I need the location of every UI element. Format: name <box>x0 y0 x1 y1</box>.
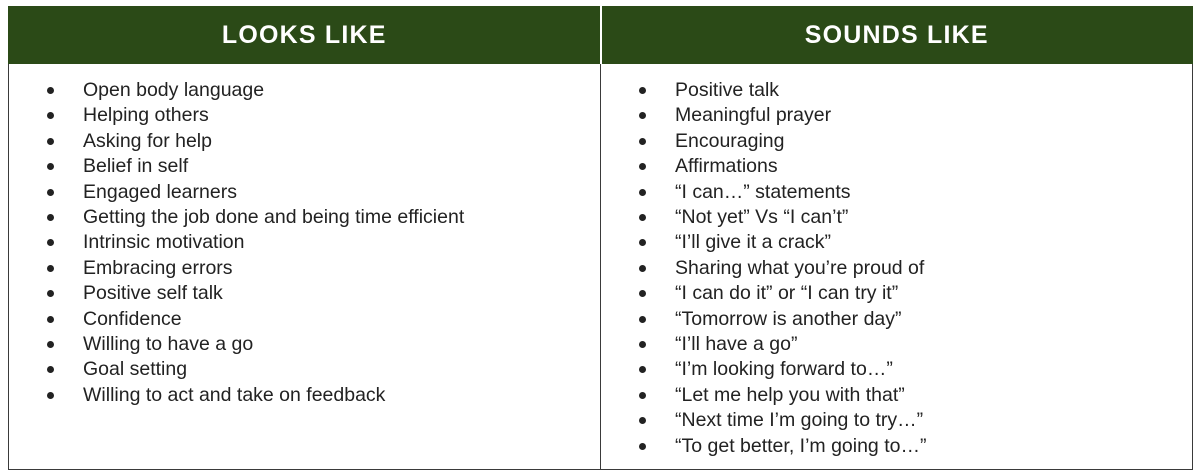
bullet-icon <box>47 112 54 119</box>
column-header-looks-like <box>9 7 601 64</box>
list-item-label: Engaged learners <box>83 180 237 203</box>
list-item-label: “To get better, I’m going to…” <box>675 434 927 457</box>
bullet-icon <box>639 417 646 424</box>
list-item <box>639 78 1182 103</box>
list-item <box>47 332 590 357</box>
list-item <box>639 383 1182 408</box>
bullet-icon <box>47 163 54 170</box>
bullet-icon <box>47 239 54 246</box>
list-item <box>47 205 590 230</box>
bullet-icon <box>47 189 54 196</box>
list-item-label: Willing to have a go <box>83 333 254 356</box>
list-item-label: “I’ll have a go” <box>675 333 798 356</box>
column-header-looks-like-text: LOOKS LIKE <box>221 21 387 49</box>
list-item <box>639 180 1182 205</box>
list-item <box>639 434 1182 459</box>
list-item <box>639 103 1182 128</box>
bullet-icon <box>639 341 646 348</box>
list-item-label: Intrinsic motivation <box>83 231 245 254</box>
column-header-sounds-like-text: SOUNDS LIKE <box>804 21 989 49</box>
bullet-icon <box>639 392 646 399</box>
list-item <box>47 180 590 205</box>
list-item-label: Belief in self <box>83 155 189 178</box>
bullet-icon <box>639 112 646 119</box>
bullet-icon <box>639 443 646 450</box>
table-header-row <box>9 7 1193 64</box>
bullet-icon <box>47 341 54 348</box>
list-item <box>639 332 1182 357</box>
list-item-label: Getting the job done and being time efficient <box>83 206 465 229</box>
list-item-label: Positive talk <box>675 79 780 101</box>
list-item-label: “I’m looking forward to…” <box>675 358 893 381</box>
list-item <box>639 230 1182 255</box>
bullet-icon <box>47 366 54 373</box>
bullet-icon <box>47 138 54 145</box>
list-item <box>639 256 1182 281</box>
list-item <box>639 129 1182 154</box>
list-item-label: Encouraging <box>675 129 785 152</box>
table-body-row <box>9 64 1193 470</box>
list-item <box>639 205 1182 230</box>
bullet-icon <box>47 392 54 399</box>
growth-mindset-table <box>8 6 1193 470</box>
bullet-icon <box>639 214 646 221</box>
list-item-label: Embracing errors <box>83 256 233 279</box>
sounds-like-list <box>611 78 1182 459</box>
bullet-icon <box>639 290 646 297</box>
list-item-label: Willing to act and take on feedback <box>83 383 386 406</box>
list-item-label: Affirmations <box>675 155 778 178</box>
bullet-icon <box>639 316 646 323</box>
list-item-label: Meaningful prayer <box>675 104 832 127</box>
bullet-icon <box>639 366 646 373</box>
list-item-label: Sharing what you’re proud of <box>675 256 925 279</box>
list-item <box>639 281 1182 306</box>
list-item <box>47 78 590 103</box>
list-item <box>47 103 590 128</box>
bullet-icon <box>47 290 54 297</box>
looks-like-list <box>19 78 590 408</box>
bullet-icon <box>47 214 54 221</box>
list-item <box>47 230 590 255</box>
bullet-icon <box>639 189 646 196</box>
list-item <box>639 307 1182 332</box>
list-item <box>47 357 590 382</box>
list-item <box>639 408 1182 433</box>
list-item <box>639 154 1182 179</box>
bullet-icon <box>639 138 646 145</box>
list-item <box>47 281 590 306</box>
list-item-label: “Not yet” Vs “I can’t” <box>675 206 849 229</box>
list-item <box>47 383 590 408</box>
column-header-sounds-like <box>601 7 1193 64</box>
bullet-icon <box>47 265 54 272</box>
list-item <box>47 129 590 154</box>
bullet-icon <box>639 163 646 170</box>
list-item-label: Goal setting <box>83 358 188 381</box>
sounds-like-cell <box>601 64 1193 470</box>
looks-like-cell <box>9 64 601 470</box>
list-item <box>47 256 590 281</box>
list-item-label: Confidence <box>83 307 182 330</box>
table-header-row-group <box>9 7 1193 64</box>
list-item-label: Asking for help <box>83 129 212 152</box>
list-item <box>47 307 590 332</box>
list-item-label: “I’ll give it a crack” <box>675 231 832 254</box>
bullet-icon <box>639 87 646 94</box>
list-item-label: “Tomorrow is another day” <box>675 307 902 330</box>
list-item-label: Positive self talk <box>83 282 223 305</box>
bullet-icon <box>47 316 54 323</box>
bullet-icon <box>639 239 646 246</box>
bullet-icon <box>639 265 646 272</box>
list-item-label: Open body language <box>83 79 265 101</box>
list-item-label: “I can do it” or “I can try it” <box>675 282 899 305</box>
list-item-label: “I can…” statements <box>675 180 851 203</box>
list-item-label: “Let me help you with that” <box>675 383 905 406</box>
bullet-icon <box>47 87 54 94</box>
list-item-label: “Next time I’m going to try…” <box>675 409 924 432</box>
list-item-label: Helping others <box>83 104 209 127</box>
list-item <box>639 357 1182 382</box>
table-body <box>9 64 1193 470</box>
list-item <box>47 154 590 179</box>
